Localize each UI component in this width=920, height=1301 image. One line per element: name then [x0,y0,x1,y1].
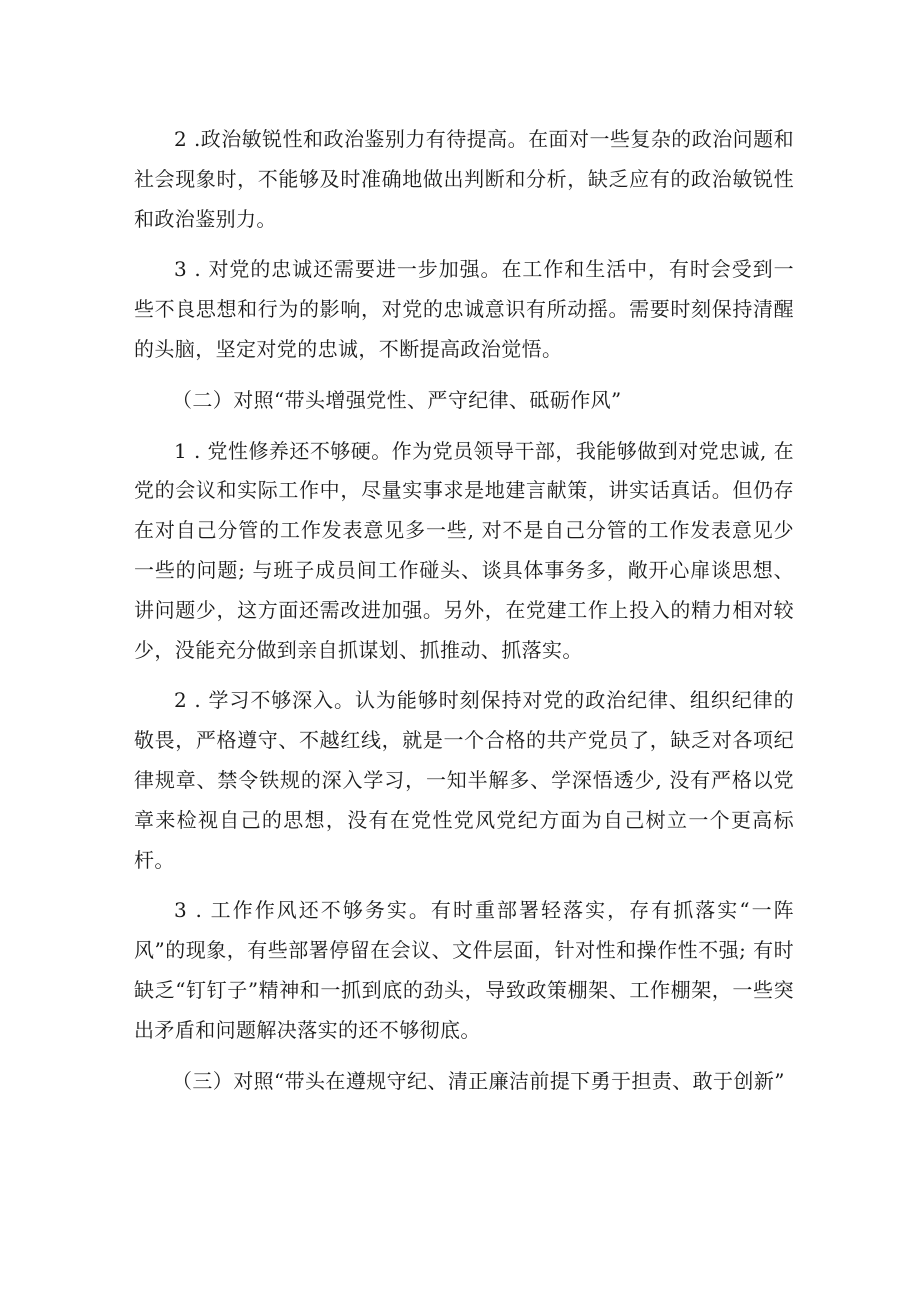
section-heading-two: （二）对照“带头增强党性、严守纪律、砥砺作风” [172,387,622,412]
section-heading-three: （三）对照“带头在遵规守纪、清正廉洁前提下勇于担责、敢于创新” [172,1068,785,1093]
paragraph-work-style: 3 . 工作作风还不够务实。有时重部署轻落实，存有抓落实“一阵风”的现象，有些部署停留在会议、文件层面，针对性和操作性不强; 有时缺乏“钉钉子”精神和一抓到底的劲头，导致政策棚架、工作棚架，一些突出矛盾和问题解决落实的还不够彻底。 [134,898,794,1042]
paragraph-loyalty-to-party: 3 . 对党的忠诚还需要进一步加强。在工作和生活中，有时会受到一些不良思想和行为的影响，对党的忠诚意识有所动摇。需要时刻保持清醒的头脑，坚定对党的忠诚，不断提高政治觉悟。 [134,257,794,361]
document-body [134,120,794,1112]
paragraph-study-depth: 2 . 学习不够深入。认为能够时刻保持对党的政治纪律、组织纪律的敬畏，严格遵守、不越红线，就是一个合格的共产党员了，缺乏对各项纪律规章、禁令铁规的深入学习，一知半解多、学深悟透少, 没有严格以党章来检视自己的思想，没有在党性党风党纪方面为自己树立一个更高标杆。 [134,688,794,872]
paragraph-party-spirit: 1 . 党性修养还不够硬。作为党员领导干部，我能够做到对党忠诚, 在党的会议和实际工作中，尽量实事求是地建言献策，讲实话真话。但仍存在对自己分管的工作发表意见多一些, 对不是自己分管的工作发表意见少一些的问题; 与班子成员间工作碰头、谈具体事务多，敞开心扉谈思想、讲问题少，这方面还需改进加强。另外，在党建工作上投入的精力相对较少，没能充分做到亲自抓谋划、抓推动、抓落实。 [134,438,794,662]
paragraph-political-sensitivity: 2 .政治敏锐性和政治鉴别力有待提高。在面对一些复杂的政治问题和社会现象时，不能够及时准确地做出判断和分析，缺乏应有的政治敏锐性和政治鉴别力。 [134,127,794,231]
